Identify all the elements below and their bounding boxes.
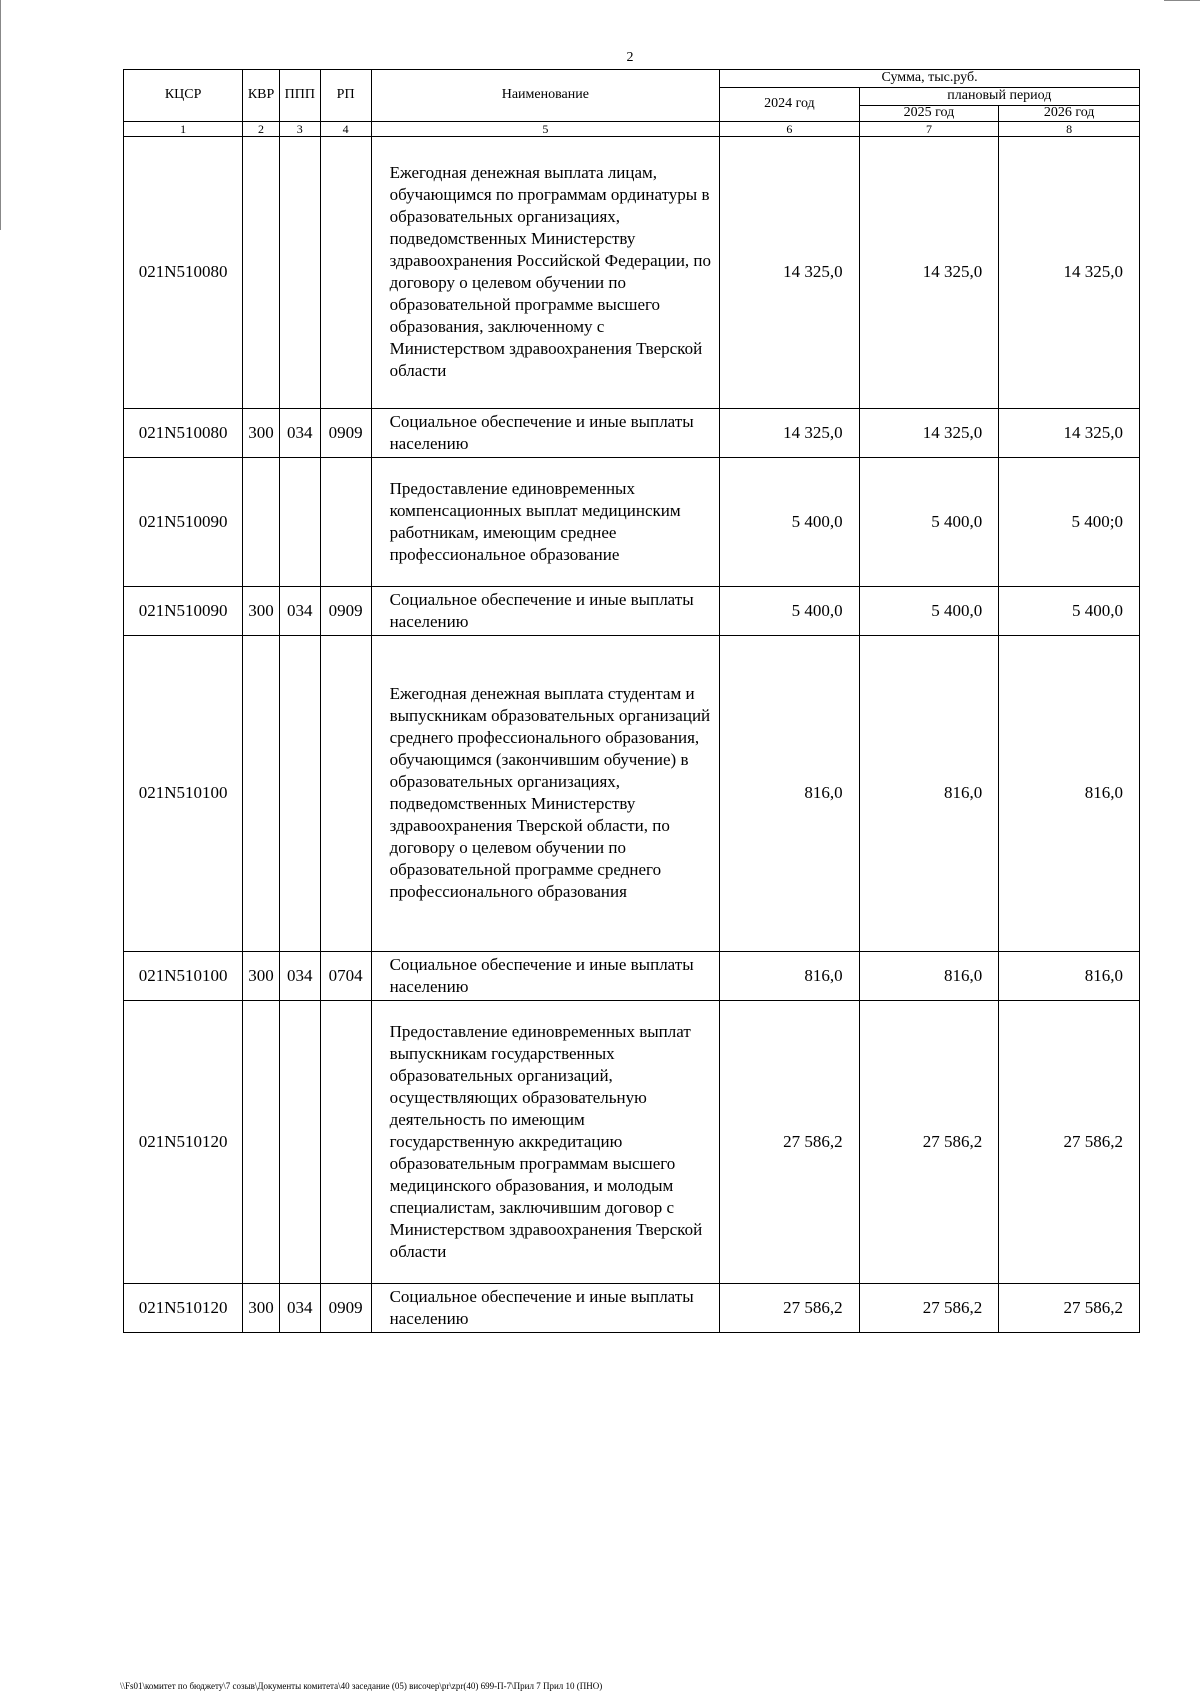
header-name: Наименование: [371, 70, 720, 122]
ppp-cell: 034: [279, 951, 320, 1000]
header-kcsr: КЦСР: [124, 70, 243, 122]
amount-2026-cell: 27 586,2: [999, 1283, 1140, 1332]
table-row: [124, 635, 1140, 951]
table-row: [124, 136, 1140, 408]
rp-cell: 0909: [320, 1283, 371, 1332]
scan-corner-mark: [1164, 0, 1200, 1]
table-row: [124, 951, 1140, 1000]
ppp-cell: 034: [279, 408, 320, 457]
kvr-cell: [243, 457, 280, 586]
table-header: [124, 70, 1140, 137]
name-cell: Социальное обеспечение и иные выплаты населению: [371, 951, 720, 1000]
amount-2025-cell: 27 586,2: [859, 1000, 999, 1283]
scan-edge-line: [0, 0, 1, 230]
table-body: [124, 136, 1140, 1332]
column-number: 4: [320, 121, 371, 136]
budget-table: [123, 69, 1140, 1333]
amount-2025-cell: 27 586,2: [859, 1283, 999, 1332]
table-row: [124, 1283, 1140, 1332]
amount-2024-cell: 5 400,0: [720, 457, 860, 586]
amount-2024-cell: 5 400,0: [720, 586, 860, 635]
amount-2026-cell: 14 325,0: [999, 408, 1140, 457]
amount-2025-cell: 5 400,0: [859, 457, 999, 586]
kcsr-cell: 021N510120: [124, 1283, 243, 1332]
rp-cell: [320, 635, 371, 951]
rp-cell: [320, 136, 371, 408]
column-number: 2: [243, 121, 280, 136]
footer-file-path: \\Fs01\комитет по бюджету\7 созыв\Документы комитета\40 заседание (05) височер\pr\zpr(40) 699-П-7\Прил 7 Прил 10 (ПНО): [120, 1681, 603, 1691]
rp-cell: 0909: [320, 408, 371, 457]
page-number: 2: [626, 50, 634, 65]
kvr-cell: [243, 136, 280, 408]
amount-2024-cell: 816,0: [720, 951, 860, 1000]
kvr-cell: [243, 1000, 280, 1283]
kcsr-cell: 021N510100: [124, 951, 243, 1000]
ppp-cell: [279, 457, 320, 586]
amount-2025-cell: 816,0: [859, 635, 999, 951]
amount-2026-cell: 14 325,0: [999, 136, 1140, 408]
name-cell: Социальное обеспечение и иные выплаты населению: [371, 408, 720, 457]
column-number: 1: [124, 121, 243, 136]
kvr-cell: [243, 635, 280, 951]
column-number-row: [124, 121, 1140, 136]
amount-2024-cell: 816,0: [720, 635, 860, 951]
amount-2026-cell: 816,0: [999, 635, 1140, 951]
header-ppp: ППП: [279, 70, 320, 122]
kvr-cell: 300: [243, 1283, 280, 1332]
column-number: 6: [720, 121, 860, 136]
amount-2026-cell: 816,0: [999, 951, 1140, 1000]
kvr-cell: 300: [243, 586, 280, 635]
ppp-cell: 034: [279, 1283, 320, 1332]
name-cell: Социальное обеспечение и иные выплаты населению: [371, 586, 720, 635]
kcsr-cell: 021N510090: [124, 586, 243, 635]
ppp-cell: [279, 635, 320, 951]
header-kvr: КВР: [243, 70, 280, 122]
amount-2024-cell: 27 586,2: [720, 1283, 860, 1332]
amount-2025-cell: 14 325,0: [859, 136, 999, 408]
table-row: [124, 1000, 1140, 1283]
name-cell: Предоставление единовременных выплат выпускникам государственных образовательных организаций, осуществляющих образовательную деятельность по имеющим государственную аккредитацию образовательным программам высшего медицинского образования, и молодым специалистам, заключившим договор с Министерством здравоохранения Тверской области: [371, 1000, 720, 1283]
rp-cell: 0704: [320, 951, 371, 1000]
ppp-cell: 034: [279, 586, 320, 635]
header-sum: Сумма, тыс.руб.: [720, 70, 1140, 88]
amount-2024-cell: 27 586,2: [720, 1000, 860, 1283]
rp-cell: 0909: [320, 586, 371, 635]
name-cell: Предоставление единовременных компенсационных выплат медицинским работникам, имеющим среднее профессиональное образование: [371, 457, 720, 586]
amount-2025-cell: 14 325,0: [859, 408, 999, 457]
name-cell: Социальное обеспечение и иные выплаты населению: [371, 1283, 720, 1332]
column-number: 3: [279, 121, 320, 136]
amount-2026-cell: 27 586,2: [999, 1000, 1140, 1283]
header-year-2024: 2024 год: [720, 88, 860, 122]
table-row: [124, 457, 1140, 586]
name-cell: Ежегодная денежная выплата лицам, обучающимся по программам ординатуры в образовательных организациях, подведомственных Министерству здравоохранения Российской Федерации, по договору о целевом обучении по образовательной программе высшего образования, заключенному с Министерством здравоохранения Тверской области: [371, 136, 720, 408]
ppp-cell: [279, 136, 320, 408]
table-row: [124, 586, 1140, 635]
ppp-cell: [279, 1000, 320, 1283]
kcsr-cell: 021N510090: [124, 457, 243, 586]
header-planned-period: плановый период: [859, 88, 1139, 106]
kvr-cell: 300: [243, 408, 280, 457]
amount-2024-cell: 14 325,0: [720, 136, 860, 408]
amount-2024-cell: 14 325,0: [720, 408, 860, 457]
amount-2026-cell: 5 400,0: [999, 586, 1140, 635]
column-number: 7: [859, 121, 999, 136]
rp-cell: [320, 457, 371, 586]
kvr-cell: 300: [243, 951, 280, 1000]
amount-2025-cell: 816,0: [859, 951, 999, 1000]
kcsr-cell: 021N510100: [124, 635, 243, 951]
header-rp: РП: [320, 70, 371, 122]
column-number: 8: [999, 121, 1140, 136]
kcsr-cell: 021N510080: [124, 136, 243, 408]
kcsr-cell: 021N510080: [124, 408, 243, 457]
header-year-2025: 2025 год: [859, 106, 999, 122]
amount-2026-cell: 5 400;0: [999, 457, 1140, 586]
name-cell: Ежегодная денежная выплата студентам и выпускникам образовательных организаций среднего профессионального образования, обучающимся (закончившим обучение) в образовательных организациях, подведомственных Министерству здравоохранения Тверской области, по договору о целевом обучении по образовательной программе среднего профессионального образования: [371, 635, 720, 951]
column-number: 5: [371, 121, 720, 136]
kcsr-cell: 021N510120: [124, 1000, 243, 1283]
table-row: [124, 408, 1140, 457]
header-year-2026: 2026 год: [999, 106, 1140, 122]
amount-2025-cell: 5 400,0: [859, 586, 999, 635]
rp-cell: [320, 1000, 371, 1283]
